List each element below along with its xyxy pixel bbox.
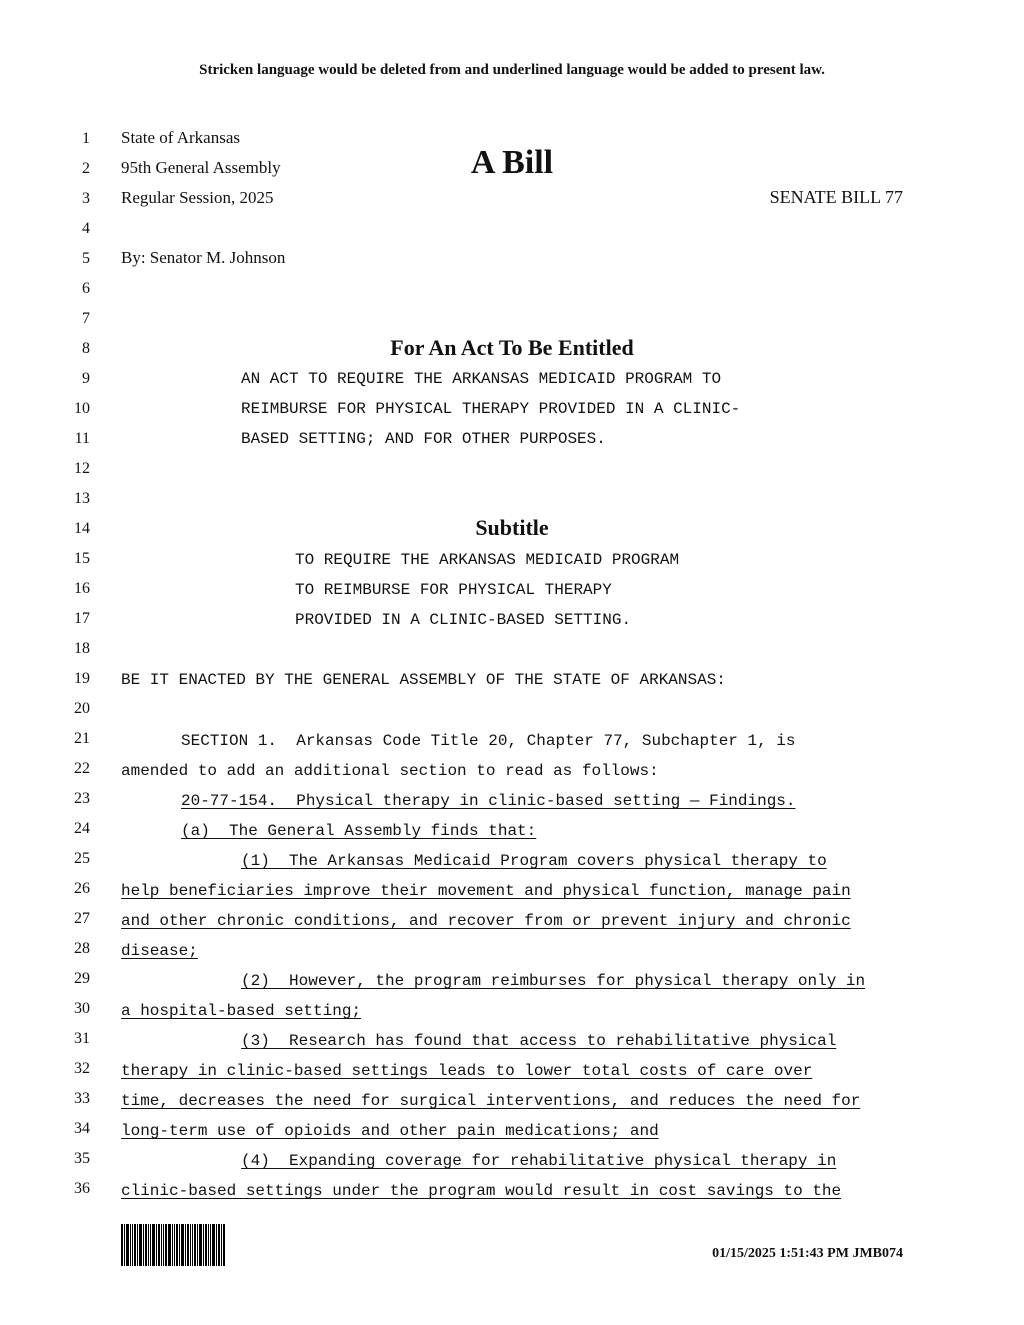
- added-finding-3-line-1: (3) Research has found that access to rehabilitative physical: [241, 1032, 837, 1050]
- line-number-7: 7: [82, 310, 90, 327]
- sponsor: By: Senator M. Johnson: [121, 248, 286, 267]
- line-number-10: 10: [74, 400, 90, 417]
- added-finding-4-line-1: (4) Expanding coverage for rehabilitative physical therapy in: [241, 1152, 837, 1170]
- line-number-1: 1: [82, 130, 90, 147]
- line-number-13: 13: [74, 490, 90, 507]
- line-number-27: 27: [74, 910, 90, 927]
- session: Regular Session, 2025: [121, 188, 274, 207]
- subtitle-line-1: TO REQUIRE THE ARKANSAS MEDICAID PROGRAM: [295, 551, 680, 569]
- added-finding-2-line-1: (2) However, the program reimburses for physical therapy only in: [241, 972, 866, 990]
- line-number-17: 17: [74, 610, 90, 627]
- added-finding-3-line-2: therapy in clinic-based settings leads to lower total costs of care over: [121, 1062, 813, 1080]
- line-number-11: 11: [74, 430, 90, 447]
- section-1-intro-line-1: SECTION 1. Arkansas Code Title 20, Chapter 77, Subchapter 1, is: [181, 732, 796, 750]
- line-number-8: 8: [82, 340, 90, 357]
- line-number-36: 36: [74, 1180, 90, 1197]
- added-finding-3-line-4: long-term use of opioids and other pain medications; and: [121, 1122, 659, 1140]
- section-1-intro-line-2: amended to add an additional section to read as follows:: [121, 762, 659, 780]
- line-number-12: 12: [74, 460, 90, 477]
- added-finding-3-line-3: time, decreases the need for surgical interventions, and reduces the need for: [121, 1092, 861, 1110]
- line-number-21: 21: [74, 730, 90, 747]
- line-number-5: 5: [82, 250, 90, 267]
- line-number-31: 31: [74, 1030, 90, 1047]
- added-section-heading: 20-77-154. Physical therapy in clinic-based setting — Findings.: [181, 792, 796, 810]
- line-number-14: 14: [74, 520, 90, 537]
- line-number-9: 9: [82, 370, 90, 387]
- subtitle-line-3: PROVIDED IN A CLINIC-BASED SETTING.: [295, 611, 632, 629]
- line-number-32: 32: [74, 1060, 90, 1077]
- line-number-26: 26: [74, 880, 90, 897]
- line-number-6: 6: [82, 280, 90, 297]
- added-finding-2-line-2: a hospital-based setting;: [121, 1002, 362, 1020]
- bill-heading: A Bill: [470, 144, 554, 181]
- line-number-19: 19: [74, 670, 90, 687]
- added-finding-1-line-2: help beneficiaries improve their movement and physical function, manage pain: [121, 882, 851, 900]
- added-finding-4-line-2: clinic-based settings under the program would result in cost savings to the: [121, 1182, 842, 1200]
- line-number-35: 35: [74, 1150, 90, 1167]
- line-number-24: 24: [74, 820, 90, 837]
- title-line-3: BASED SETTING; AND FOR OTHER PURPOSES.: [241, 430, 606, 448]
- line-number-28: 28: [74, 940, 90, 957]
- title-heading: For An Act To Be Entitled: [390, 335, 634, 360]
- title-line-2: REIMBURSE FOR PHYSICAL THERAPY PROVIDED IN A CLINIC-: [241, 400, 741, 418]
- added-finding-1-line-4: disease;: [121, 942, 198, 960]
- subtitle-heading: Subtitle: [475, 515, 549, 540]
- barcode: [121, 1224, 249, 1266]
- bill-number: SENATE BILL 77: [769, 187, 903, 207]
- subtitle-line-2: TO REIMBURSE FOR PHYSICAL THERAPY: [295, 581, 612, 599]
- line-number-18: 18: [74, 640, 90, 657]
- general-assembly: 95th General Assembly: [121, 158, 281, 177]
- line-number-2: 2: [82, 160, 90, 177]
- line-number-15: 15: [74, 550, 90, 567]
- line-number-25: 25: [74, 850, 90, 867]
- added-finding-1-line-3: and other chronic conditions, and recover from or prevent injury and chronic: [121, 912, 851, 930]
- line-number-20: 20: [74, 700, 90, 717]
- line-number-30: 30: [74, 1000, 90, 1017]
- added-finding-1-line-1: (1) The Arkansas Medicaid Program covers physical therapy to: [241, 852, 827, 870]
- enacting-clause: BE IT ENACTED BY THE GENERAL ASSEMBLY OF THE STATE OF ARKANSAS:: [121, 671, 726, 689]
- line-number-29: 29: [74, 970, 90, 987]
- line-number-3: 3: [82, 190, 90, 207]
- footer-timestamp: 01/15/2025 1:51:43 PM JMB074: [712, 1246, 903, 1261]
- line-number-23: 23: [74, 790, 90, 807]
- title-line-1: AN ACT TO REQUIRE THE ARKANSAS MEDICAID PROGRAM TO: [241, 370, 722, 388]
- line-number-33: 33: [74, 1090, 90, 1107]
- header-note: Stricken language would be deleted from and underlined language would be added to present law.: [199, 62, 825, 78]
- line-number-16: 16: [74, 580, 90, 597]
- added-subsection-a: (a) The General Assembly finds that:: [181, 822, 537, 840]
- line-number-34: 34: [74, 1120, 90, 1137]
- state-name: State of Arkansas: [121, 128, 240, 147]
- line-number-4: 4: [82, 220, 90, 237]
- line-number-22: 22: [74, 760, 90, 777]
